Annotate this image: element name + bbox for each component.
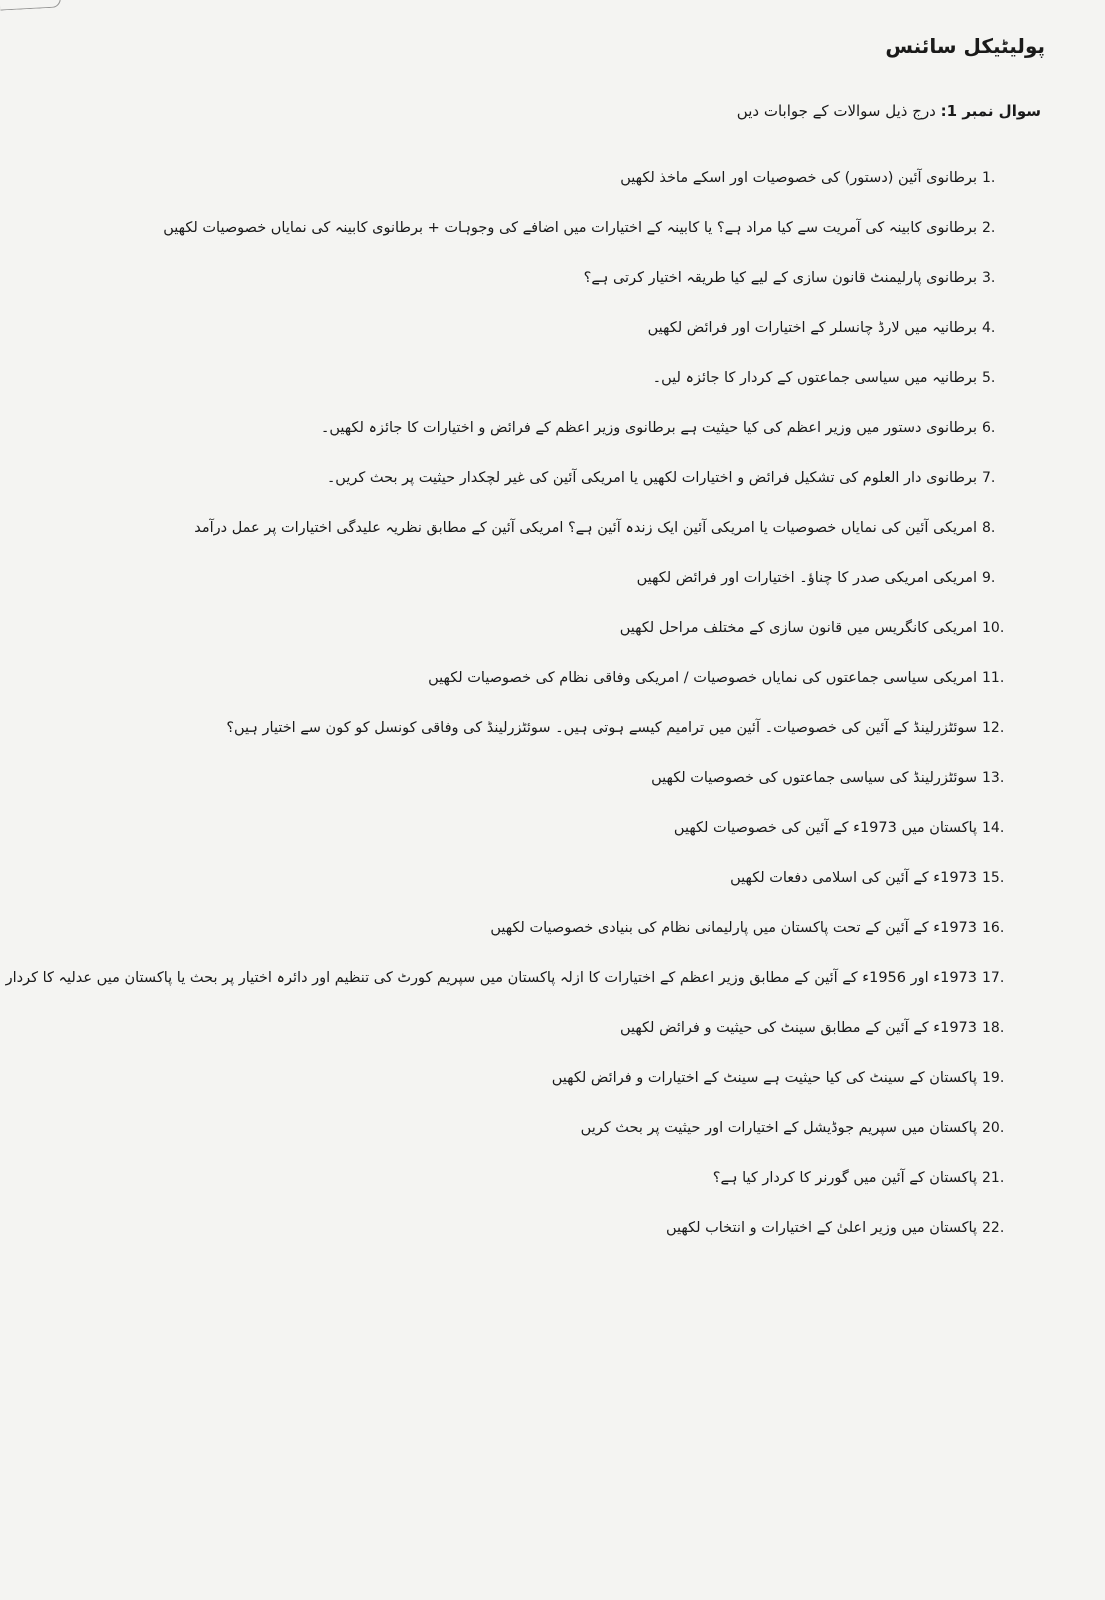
question-number: 5. [982,370,996,386]
question-text: پاکستان کے آئین میں گورنر کا کردار کیا ہے؟ [712,1170,977,1186]
list-item [17,370,996,420]
question-text: امریکی کانگریس میں قانون سازی کے مختلف مراحل لکھیں [619,620,977,636]
list-item [17,570,996,620]
list-item [17,470,996,520]
list-item [17,1020,1005,1070]
list-item [17,620,1005,670]
question-text: سوئٹزرلینڈ کے آئین کی خصوصیات۔ آئین میں ترامیم کیسے ہوتی ہیں۔ سوئٹزرلینڈ کی وفاقی کونسل کو کون سے اختیار ہیں؟ [226,720,977,736]
list-item [17,1070,1005,1120]
question-text: برطانوی پارلیمنٹ قانون سازی کے لیے کیا طریقہ اختیار کرتی ہے؟ [583,270,977,286]
question-number: 12. [982,720,1005,736]
question-number: 8. [982,520,996,536]
question-text: برطانیہ میں لارڈ چانسلر کے اختیارات اور فرائض لکھیں [647,320,977,336]
question-number: 21. [982,1170,1005,1186]
question-heading-text: درج ذیل سوالات کے جوابات دیں [736,102,936,120]
question-list [5,170,1005,1270]
question-number: 3. [982,270,996,286]
question-number: 2. [982,220,996,236]
list-item [17,1220,1005,1270]
list-item [17,720,1005,770]
question-number: 17. [982,970,1005,986]
question-heading [737,102,1041,120]
question-number: 1. [982,170,996,186]
question-number: 22. [982,1220,1005,1236]
question-number: 19. [982,1070,1005,1086]
list-item [17,870,1005,920]
question-text: برطانوی دار العلوم کی تشکیل فرائض و اختیارات لکھیں یا امریکی آئین کی غیر لچکدار حیثیت پر بحث کریں۔ [326,470,977,486]
list-item [17,320,996,370]
question-number: 6. [982,420,996,436]
question-text: برطانوی آئین (دستور) کی خصوصیات اور اسکے ماخذ لکھیں [620,170,977,186]
list-item [17,520,996,570]
question-number: 16. [982,920,1005,936]
list-item [17,670,1005,720]
question-number: 7. [982,470,996,486]
question-text: امریکی سیاسی جماعتوں کی نمایاں خصوصیات / امریکی وفاقی نظام کی خصوصیات لکھیں [428,670,977,686]
question-number: 20. [982,1120,1005,1136]
list-item [17,1120,1005,1170]
question-text: 1973ء کے آئین کے مطابق سینٹ کی حیثیت و فرائض لکھیں [619,1020,977,1036]
list-item [17,920,1005,970]
scan-edge-mark [0,0,61,11]
list-item [5,970,1005,1020]
question-number: 15. [982,870,1005,886]
question-number: 13. [982,770,1005,786]
list-item [17,170,996,220]
question-text: پاکستان میں سپریم جوڈیشل کے اختیارات اور حیثیت پر بحث کریں [580,1120,977,1136]
list-item [17,1170,1005,1220]
list-item [17,220,996,270]
question-text: 1973ء اور 1956ء کے آئین کے مطابق وزیر اعظم کے اختیارات کا ازلہ پاکستان میں سپریم کورٹ کی تنظیم اور دائرہ اختیار پر بحث یا پاکستان میں عدلیہ کا کردار [5,970,977,986]
question-number: 4. [982,320,996,336]
question-number: 18. [982,1020,1005,1036]
question-text: پاکستان کے سینٹ کی کیا حیثیت ہے سینٹ کے اختیارات و فرائض لکھیں [551,1070,977,1086]
question-number: 9. [982,570,996,586]
question-text: برطانوی دستور میں وزیر اعظم کی کیا حیثیت ہے برطانوی وزیر اعظم کے فرائض و اختیارات کا جائزہ لکھیں۔ [320,420,977,436]
question-text: پاکستان میں 1973ء کے آئین کی خصوصیات لکھیں [673,820,977,836]
question-number: 11. [982,670,1005,686]
question-text: برطانیہ میں سیاسی جماعتوں کے کردار کا جائزہ لیں۔ [652,370,977,386]
question-text: 1973ء کے آئین کی اسلامی دفعات لکھیں [730,870,977,886]
list-item [17,270,996,320]
question-text: سوئٹزرلینڈ کی سیاسی جماعتوں کی خصوصیات لکھیں [651,770,977,786]
question-text: برطانوی کابینہ کی آمریت سے کیا مراد ہے؟ یا کابینہ کے اختیارات میں اضافے کی وجوہات + برطانوی کابینہ کی نمایاں خصوصیات لکھیں [163,220,977,236]
question-text: 1973ء کے آئین کے تحت پاکستان میں پارلیمانی نظام کی بنیادی خصوصیات لکھیں [490,920,977,936]
list-item [17,420,996,470]
list-item [17,820,1005,870]
question-text: پاکستان میں وزیر اعلیٰ کے اختیارات و انتخاب لکھیں [665,1220,977,1236]
question-number: 14. [982,820,1005,836]
question-number: 10. [982,620,1005,636]
page-title: پولیٹیکل سائنس [885,34,1045,58]
question-text: امریکی امریکی صدر کا چناؤ۔ اختیارات اور فرائض لکھیں [636,570,977,586]
list-item [17,770,1005,820]
question-text: امریکی آئین کی نمایاں خصوصیات یا امریکی آئین ایک زندہ آئین ہے؟ امریکی آئین کے مطابق نظریہ علیدگی اختیارات پر عمل درآمد [194,520,977,536]
question-heading-lead: سوال نمبر 1: [940,102,1041,120]
